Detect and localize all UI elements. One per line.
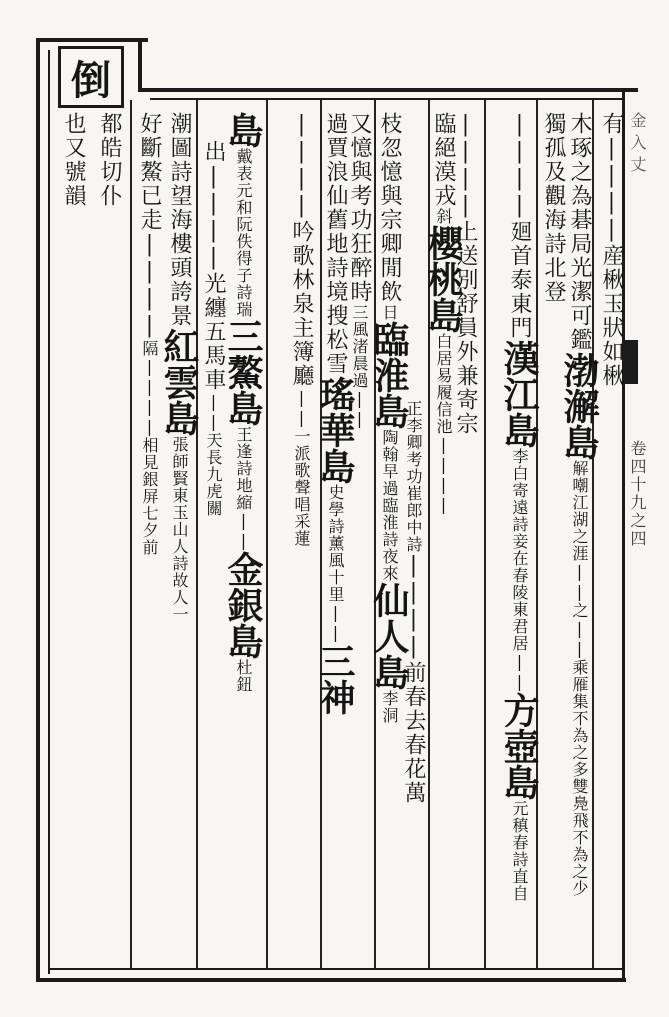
column-divider (266, 100, 268, 968)
text-column-16 (96, 112, 122, 208)
column-text: 獨孤及觀海詩北登 (541, 112, 566, 304)
column-text: 潮圖詩望海樓頭誇景 (167, 112, 192, 328)
text-column-4 (498, 112, 540, 902)
column-text: 過賈浪仙舊地詩境搜松雪 (323, 112, 348, 376)
entry-heading: 三鰲島 (222, 318, 264, 426)
entry-heading: 臨淮島 (368, 321, 410, 429)
column-text: 木琢之為碁局光潔可鑑 (567, 112, 592, 352)
column-text: ||||上送別舒員外兼寄宗 (453, 112, 478, 436)
section-tab: 倒 (58, 46, 124, 108)
entry-heading: 瑤華島 (314, 376, 356, 484)
text-column-17 (60, 112, 86, 208)
text-column-11 (288, 112, 314, 547)
annotation: ||一派歌聲唱采蓮 (292, 388, 311, 547)
text-column-8 (368, 112, 410, 724)
entry-heading: 櫻桃島 (422, 225, 464, 333)
column-divider (130, 100, 132, 968)
entry-heading: 漢江島 (498, 340, 540, 448)
column-divider (484, 100, 486, 968)
outer-top-rule (36, 38, 148, 42)
text-column-12 (222, 112, 264, 693)
annotation: 李洞 (380, 690, 399, 724)
inner-bottom-rule (48, 968, 624, 970)
column-text: ||||廻首泰東門 (507, 112, 532, 340)
text-column-3 (540, 112, 566, 304)
entry-heading: 三神 (314, 643, 356, 715)
entry-heading: 紅雲島 (158, 328, 200, 436)
annotation: 日 (380, 304, 399, 321)
outer-left-rule (36, 38, 40, 982)
entry-heading: 仙人島 (368, 582, 410, 690)
header-step-horizontal (138, 88, 638, 92)
text-column-2 (558, 112, 600, 897)
annotation: 張師賢東玉山人詩故人一 (170, 436, 189, 623)
column-text: 臨絕漠戎 (431, 112, 456, 208)
column-text: 有||||産楸玉狀如楸 (599, 112, 624, 388)
annotation: 白居易履信池|||| (434, 333, 453, 515)
column-text: 都皓切仆 (97, 112, 122, 208)
inner-left-rule (48, 50, 50, 974)
column-divider (592, 100, 594, 968)
annotation: 正李卿考功崔郎中詩 (404, 400, 423, 553)
annotation: 隔||||相見銀屏七夕前 (140, 340, 159, 556)
annotation: 三風渚晨過|| (350, 304, 369, 429)
annotation: 史學詩薰風十里|| (326, 484, 345, 643)
annotation: 杜鈕 (234, 659, 253, 693)
text-column-13 (200, 140, 226, 517)
column-text: 也又號韻 (61, 112, 86, 208)
text-column-10 (314, 112, 356, 715)
header-inner-line (150, 98, 622, 100)
entry-heading: 方壺島 (498, 692, 540, 800)
column-text: 又憶與考功狂醉時 (347, 112, 372, 304)
entry-heading: 金銀島 (222, 551, 264, 659)
column-text: ||||前春去春花萬 (401, 553, 426, 805)
text-column-14 (158, 112, 200, 623)
column-text: 好斷鰲已走|||| (137, 112, 162, 340)
margin-ghost-text: 金入丈 (628, 112, 647, 178)
annotation: 陶翰早過臨淮詩夜來 (380, 429, 399, 582)
column-divider (536, 100, 538, 968)
column-text: 出||||光纏五馬車 (201, 140, 226, 392)
entry-heading: 渤澥島 (558, 352, 600, 460)
header-step-vertical (138, 38, 142, 92)
annotation: 李白寄遠詩妾在春陵東君居|| (510, 448, 529, 692)
text-column-1 (598, 112, 624, 388)
fold-mark (624, 340, 638, 384)
column-text: ||||吟歌林泉主簿廳 (289, 112, 314, 388)
entry-heading: 島 (222, 112, 264, 148)
annotation: 戴表元和阮佚得子詩瑞 (234, 148, 253, 318)
volume-marker: 卷四十九之四 (628, 440, 647, 548)
annotation: 王逢詩地縮|| (234, 426, 253, 551)
outer-bottom-rule (36, 978, 626, 982)
text-column-15 (136, 112, 162, 556)
column-text: 枝忽憶與宗卿閒飲 (377, 112, 402, 304)
annotation: 斜 (434, 208, 453, 225)
column-divider (196, 100, 198, 968)
annotation: 元稹春詩直自 (510, 800, 529, 902)
text-column-6 (422, 112, 464, 515)
annotation: 解嘲江湖之涯||之||乘雁集不為之多雙鳧飛不為之少 (570, 460, 589, 897)
annotation: ||天長九虎關 (204, 392, 223, 517)
